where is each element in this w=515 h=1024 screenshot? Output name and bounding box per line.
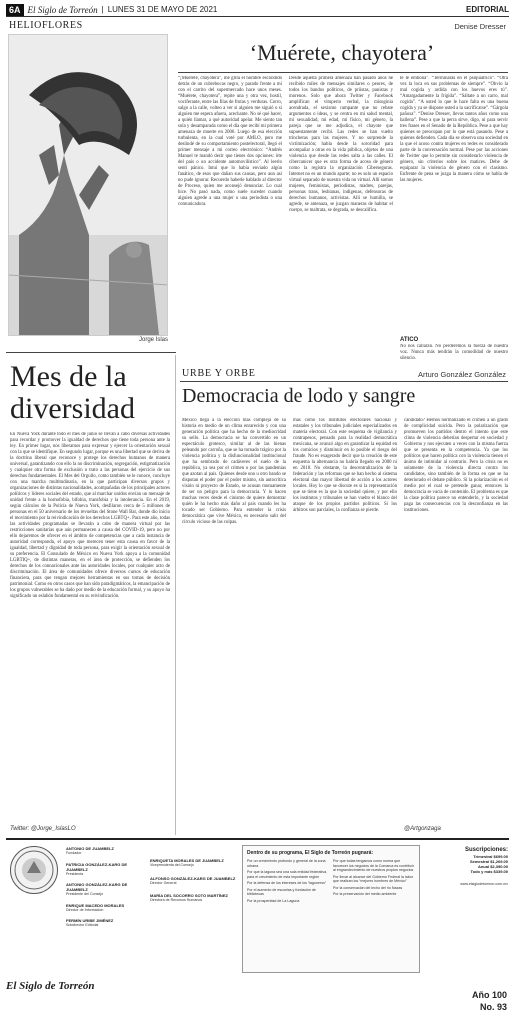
page-number: 6A [6,4,24,16]
mission-item: Por el aumento de escuelas y fundación de bibliotecas [247,887,316,896]
cartoon-credit: Jorge Islas [138,337,168,343]
staff-name: ANTONIO GONZÁLEZ-KARG DE JUAMBELZ [66,882,128,892]
staff-name: ALFONSO GONZÁLEZ-KARG DE JUAMBELZ [150,875,236,881]
murete-column-1: “¡Muérete, chayotera”, me grita el hombre escondido detrás de un cubrebocas negro, y parado frente a mí con el carrito del supermercado hace unos meses. “Muérete, chayotera”, repite una y otra vez, hostil, vociferante, entre las filas de frutas y verduras. Corro, salgo a la calle, volteo a ver si alguien me siguió o si alguien me espera afuera, acechante. No sé qué hacer, a quién llamar, a qué autoridad apelar. Me siento tan sola y desamparada como el día que recibí mi primera amenaza de muerte en 2006. Luego de esa elección turbulenta, en la cual voté por AMLO, pero me deslindé de su comportamiento postelectoral, llegó el primer mensaje a mi correo electrónico: “Andrés Manuel te mandó decir que tienes dos opciones: irte del país o un accidente automovilístico”. Al leerlo sentí pánico. Intuí que lo había enviado algún fanático, de esos que dañan sus causas, pero aun así no pude ignorar. Recuerdo haberle hablado al director de Proceso, quien me aconsejó denunciar. Lo cual hice. No pasó nada, como suele suceder cuando alguien agrede a una mujer o una periodista o una comunicadora. [178,76,282,207]
urbe-kicker: URBE Y ORBE [182,368,256,379]
footer-seal [10,846,58,894]
staff-role: Presidente del Consejo [66,892,104,896]
democracia-column-3: candidato? Hemos normalizado el crimen a un grado de complicidad suicida. Pero la polarización que promueven los partidos dentro el intento que este clima de violencia deberían despertar en sociedad y Gobierno y nos ejecuten a veces con la misma fuerza que se presenta en la competencia. Ya que los políticos que hacen política con la violencia tienen el ánimo de intimidar al contrario. Pero la crisis no es solamente de la violencia directa contra los candidatos, sino también de la forma en que se ha deteriorado el debate público. Si la polarización es el medio por el cual se pretende ganar, entonces la democracia se vacía de contenido. El problema es que la clase política parece no entenderlo, y la sociedad paga las consecuencias con la desconfianza en las instituciones. [404,418,508,513]
mission-item: Por un crecimiento profundo y general de la zona urbana [247,859,326,868]
staff-role: Director General [150,880,177,885]
staff-right [150,858,238,903]
urbe-divider [180,381,508,382]
mission-box [242,845,420,973]
mission-item: Por la prosperidad de La Laguna [247,898,300,903]
helioflores-label: HELIOFLORES [9,20,83,31]
staff-name: ENRIQUE MACEDO MORALES [66,902,125,908]
staff-role: Presidenta [66,871,84,876]
subscription-price: Todo y más $339.00 [470,869,508,874]
democracia-column-2: mas como los institutos electorales nacional y estatales y los tribunales judiciales especializados en materia electoral. Con este esquema de vigilancia y contrapesos, pensado para la realidad democrática mexicana, se avanzó algo en garantizar la equidad en los comicios y disminuir en lo posible el riesgo del fraude. No es exagerado decir que la creación de este esquema la alternancia no habría llegado en 2000 ni en 2018. No obstante, la descentralización de la federación y las reformas que se han hecho al sistema electoral dan mayor libertad de acción a los actores locales. Hoy lo que se discute es si la representación que se tiene es la que la sociedad quiere, y por ello los institutos y tribunales se han vuelto el blanco del ataque de los propios partidos políticos. Si los árbitros son parciales, la confianza se pierde. [293,418,397,513]
subscriptions-title: Suscripciones: [464,847,508,853]
mes-title-line2: diversidad [10,392,135,425]
murete-divider [178,72,508,73]
footer-masthead: El Siglo de Torreón [6,980,95,992]
cartoon [8,34,168,336]
staff-role: Director de Información [66,907,104,912]
mission-item: Por la defensa de los intereses de los “laguneros” [247,881,327,885]
mission-item: Por la preservación del medio ambiente [333,892,397,896]
staff-role: Fundador [66,851,82,855]
seal-icon [11,847,57,893]
mission-item: Por llevar al alcance del Gobierno Federal la labor que realizan los “mejores hombres de México” [333,874,413,883]
section-label: EDITORIAL [466,5,509,14]
democracia-author: Arturo González González [418,370,506,379]
mes-credit: Twitter: @Jorge_IslasLO [10,826,76,832]
subscription-price: Anual $2,390.00 [477,864,508,869]
section-divider [6,352,176,353]
mes-body: En Nueva York durante todo el mes de junio se llevan a cabo diversas actividades para recordar y promover la igualdad de derechos que tiene toda persona ante la ley. En primer lugar, nos liberamos para expresar y ejercer la orientación sexual con la que se identifique. En segundo lugar, porque es una libertad que se deriva de la doctrina liberal que reconoce y protege los derechos humanos de manera universal, garantizando con ello la no discriminación, segregación, estigmatización y cualquier otra forma de exclusión o trato a las personas del ejercicio de sus derechos fundamentales. El Mes del Orgullo, como también se le conoce, concluye con una marcha multitudinaria, en la que participan diversos grupos y organizaciones de distintas nacionalidades, acompañadas de los principales actores políticos y líderes sociales del estado, que al marchar unidos envían un mensaje de unidad frente a la homofobia, bifobia, transfobia y la intolerancia. En el 2019, según cálculos de la Policía de Nueva York, desfilaron cerca de 5 millones de personas en el 50 aniversario de los revueltas del Stone Wall Bar, donde dio inicio el movimiento por la reivindicación de los derechos LGBTQ+. Para este año, todas las actividades programadas se llevarán a cabo de manera virtual por las restricciones sanitarias que aún permanecen a causa del COVID-19, pero no por ello dejaremos de ofrecer en el ámbito de competencias que a cada instancia de autoridad corresponda, el apoyo que merecen tener esta causa en favor de la igualdad, libertad y dignidad de toda persona, para exigir la orientación sexual de su preferencia. El Consulado de México en Nueva York apoya a la comunidad LGBTIQ+, de distintas maneras, en el área de protección, se defienden los derechos de los connacionales ante las autoridades locales, por cualquier acto de discriminación. El área de comunidades ofrece diversos cursos de educación financiera, para que tengan mejores herramientas en sus tomas de decisión patrimonial. Como en otros casos que han sido paradigmáticos, la emancipación de los grupos vulnerables se ha dado por medio de la educación formal, y su apoyo ha significado un eslabón fundamental en su reivindicación. [10,432,170,599]
newspaper-name: El Siglo de Torreón [27,4,98,15]
header-date: LUNES 31 DE MAYO DE 2021 [107,5,218,14]
staff-name: FERMÍN URIBE JIMÉNEZ [66,918,114,923]
murete-column-2: Desde aquella primera amenaza han pasado años he recibido miles de mensajes similares o peores, de todos los bandos políticos, de priistas, panistas y morenos. Solo que ahora Twitter y Facebook amplifican el vituperio verbal, la misoginia acendrada, el sexismo rampante que no rebate argumentos o ideas, y se centra en mi salud mental, mi sexualidad, mi edad, mi físico, mi género, la pareja que se me adjudica, el chayote que supuestamente recibí. Las redes se han vuelto trincheras para las mujeres. Y no sorprende la victimización; habla desde la sororidad para acompañar a otras en la vida pública, objetos de una violencia que desde las redes salta a las calles. El cibercanicer que es otra forma de acoso de género como la registra la organización Ciberseguras. Internet no es un mundo aparte; no es solo un espacio virtual separado de nuestra vida no virtual. Allí somos mujeres, feministas, periodistas, madres, parejas, personas trans, lesbianas, indígenas, defensoras de derechos humanos, activistas. Allí se humilla, se agrede, se amenaza, se juzgan maneras de habitar el cuerpo, se maltrata, se degrada, se descalifica. [289,76,393,213]
staff-left [66,846,148,928]
staff-role: Vicepresidenta del Consejo [150,863,194,867]
staff-role: Directora de Recursos Humanos [150,898,203,902]
footer-divider [6,838,509,840]
staff-role: Subdirector Editorial [66,923,99,927]
subscription-price: Semestral $1,269.00 [469,859,508,864]
issue-number: No. 93 [479,1002,507,1012]
democracia-column-1: México llega a la elección más compleja de su historia en medio de un clima enrarecido y con una generación política que ha hecho de la mediocridad su sello. La democracia se ha convertido en un espectáculo grotesco, similar al de las hienas peleando por carroña, que se ha tornado trágico por la violencia política y la disfuncionalidad institucional que ha sembrado de cadáveres el suelo de la república, ya sea por el crimen o por las pandemias que azotan al país. Quienes desde uno u otro bando se disputan el poder por el poder mismo, sin autocrítica visión ni proyecto de Estado, se acusan mutuamente de ser un peligro para la democracia. Y lo hacen muchas veces desde el cinismo de quiere demostrar quién le ha hecho más daño al país cuando les ha tocado ser Gobierno. Para entender la crisis democrática que vive México, es necesario salir del círculo vicioso de las culpas. [182,418,286,525]
year-label: Año 100 [471,990,507,1000]
murete-column-3: te le embona”. “Terminarás en el psiquiátrico”. “Otra vez la loca en sus problemas de siempre”. “Obvio la mal cogida y ardida con los huevos eres tú”. “Amargadamente la frígida”. “Sáltate a un carro, mal cogida”. “A usted lo que le hace falta es una buena cogida y ya se dispone usted a la sacrificarse”. “Gárgola pañosa”. “Denise Dresser, llevas tantos años como una ballena”. Pese a que la perra sirve, digo, ni para servir tres frases en el Senado de la República. Pese a que hay quienes se preocupan por lo que está pasando. Pese a quienes defienden. Cada día se observa una sociedad en la que el acoso contra mujeres en redes es considerado parte de la conversación normal. Pese por las acciones de Twitter que lo permite sin considerarlo violencia de género, sin criterios sobre los matices. Debe de equiparar la violencia de género con el clasismo. Enfrente de pena se juzga la manera cómo se habla de las mujeres. [400,76,508,183]
subscription-price: Trimestral $699.00 [473,854,508,859]
democracia-title: Democracia de lodo y sangre [182,385,416,407]
staff-name: ENRIQUETA MORALES DE JUAMBELZ [150,858,224,863]
mission-item: Por que la laguna sea una sola entidad federativa, para el crecimiento de esta importante región [247,870,328,879]
murete-author: Denise Dresser [454,22,506,31]
staff-name: MARÍA DEL SOCORRO SOTO MARTÍNEZ [150,893,228,898]
page-header [6,3,509,17]
democracia-credit: @Artgonzaga [404,826,441,832]
atico-heading: ATICO [400,337,419,343]
mission-title: Dentro de su programa, El Siglo de Torreón pugnará: [247,850,374,856]
subscriptions [426,846,508,887]
mission-item: Por que todas tengamos como norma que favorecer los negocios de la Comarca es contribuir al engrandecimiento de nuestros propios negocios [333,859,414,872]
atico-body: No nos callarán. No perderemos la fuerza de nuestra voz. Nunca más tendrán la comodidad de nuestro silencio. [400,344,508,361]
mes-title-line1: Mes de la [10,360,127,393]
mission-item: Por la conservación del lecho del río Nazas [333,885,403,890]
column-divider [175,355,176,835]
staff-name: PATRICIA GONZÁLEZ-KARG DE JUAMBELZ [66,861,128,872]
divider-bar: | [101,5,104,14]
subscription-web[interactable]: www.elsiglodetorreon.com.mx [460,882,508,886]
staff-name: ANTONIO DE JUAMBELZ [66,846,114,851]
cartoon-illustration [9,35,168,336]
murete-title: ‘Muérete, chayotera’ [249,40,435,65]
